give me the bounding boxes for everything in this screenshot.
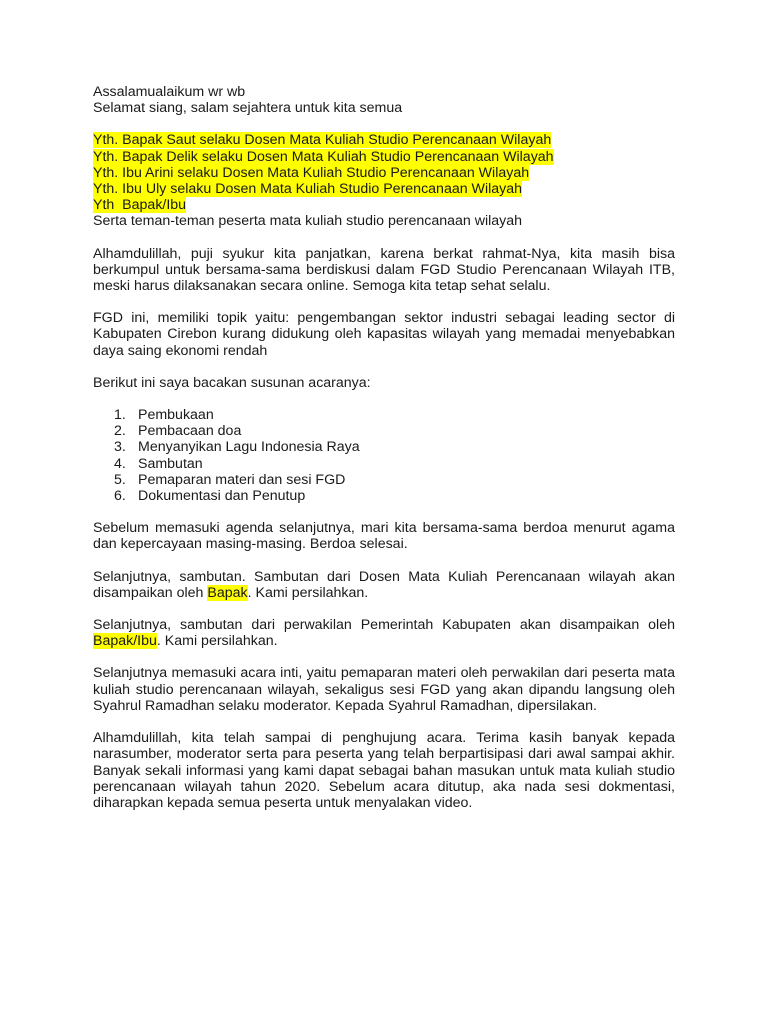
- addressee-list: [93, 132, 675, 229]
- document-page: [93, 84, 675, 827]
- agenda-item-number: 5.: [114, 471, 126, 488]
- highlighted-speaker: Bapak: [207, 584, 248, 601]
- agenda-item-number: 3.: [114, 439, 126, 456]
- greeting-line: Assalamualaikum wr wb: [93, 84, 246, 100]
- agenda-item-number: 6.: [114, 488, 126, 505]
- highlighted-addressee: Yth Bapak/Ibu: [93, 197, 187, 214]
- addressee-line: [93, 181, 675, 197]
- agenda-intro: Berikut ini saya bacakan susunan acaranya:: [93, 374, 371, 391]
- addressee-line: [93, 197, 675, 213]
- addressee-line: [93, 149, 675, 165]
- speech-text: . Kami persilahkan.: [156, 633, 278, 650]
- greeting-line: Selamat siang, salam sejahtera untuk kita semua: [93, 100, 403, 117]
- addressee-participants: Serta teman-teman peserta mata kuliah studio perencanaan wilayah: [93, 213, 523, 230]
- highlighted-speaker: Bapak/Ibu: [93, 633, 157, 650]
- prayer-paragraph: Sebelum memasuki agenda selanjutnya, mari kita bersama-sama berdoa menurut agama dan kepercayaan masing-masing. Berdoa selesai.: [93, 520, 675, 553]
- agenda-list: [93, 407, 675, 504]
- opening-paragraph: Alhamdulillah, puji syukur kita panjatkan, karena berkat rahmat-Nya, kita masih bisa berkumpul untuk bersama-sama berdiskusi dalam FGD Studio Perencanaan Wilayah ITB, meski harus dilaksanakan secara online. Semoga kita tetap sehat selalu.: [93, 245, 675, 295]
- addressee-line: [93, 165, 675, 181]
- agenda-item: [93, 407, 675, 423]
- agenda-item-number: 2.: [114, 423, 126, 440]
- agenda-item-label: Menyanyikan Lagu Indonesia Raya: [138, 439, 360, 456]
- highlighted-addressee: Yth. Ibu Arini selaku Dosen Mata Kuliah Studio Perencanaan Wilayah: [93, 164, 530, 181]
- agenda-item: [93, 456, 675, 472]
- speech-paragraph-lecturer: [93, 569, 675, 601]
- agenda-item-number: 1.: [114, 407, 126, 424]
- speech-paragraph-government: [93, 617, 675, 649]
- agenda-item-label: Sambutan: [138, 455, 203, 472]
- agenda-item: [93, 488, 675, 504]
- highlighted-addressee: Yth. Bapak Delik selaku Dosen Mata Kuliah Studio Perencanaan Wilayah: [93, 148, 554, 165]
- greeting: [93, 84, 675, 116]
- agenda-item: [93, 439, 675, 455]
- speech-text: . Kami persilahkan.: [247, 584, 369, 601]
- speech-text: Selanjutnya, sambutan dari perwakilan Pemerintah Kabupaten akan disampaikan oleh: [93, 617, 675, 634]
- agenda-item-label: Pembukaan: [138, 407, 214, 424]
- agenda-item: [93, 472, 675, 488]
- agenda-item-number: 4.: [114, 455, 126, 472]
- agenda-item-label: Dokumentasi dan Penutup: [138, 488, 306, 505]
- addressee-line: [93, 132, 675, 148]
- highlighted-addressee: Yth. Ibu Uly selaku Dosen Mata Kuliah Studio Perencanaan Wilayah: [93, 181, 523, 198]
- agenda-item-label: Pembacaan doa: [138, 423, 242, 440]
- highlighted-addressee: Yth. Bapak Saut selaku Dosen Mata Kuliah Studio Perencanaan Wilayah: [93, 132, 552, 149]
- agenda-item-label: Pemaparan materi dan sesi FGD: [138, 471, 346, 488]
- agenda-item: [93, 423, 675, 439]
- topic-paragraph: FGD ini, memiliki topik yaitu: pengembangan sektor industri sebagai leading sector di Kabupaten Cirebon kurang didukung oleh kapasitas wilayah yang memadai menyebabkan daya saing ekonomi rendah: [93, 310, 675, 359]
- speech-text: Selanjutnya, sambutan. Sambutan dari Dosen Mata Kuliah Perencanaan wilayah akan disampaikan oleh: [93, 568, 675, 601]
- main-event-paragraph: Selanjutnya memasuki acara inti, yaitu pemaparan materi oleh perwakilan dari peserta mata kuliah studio perencanaan wilayah, sekaligus sesi FGD yang akan dipandu langsung oleh Syahrul Ramadhan selaku moderator. Kepada Syahrul Ramadhan, dipersilakan.: [93, 665, 675, 714]
- closing-paragraph: Alhamdulillah, kita telah sampai di penghujung acara. Terima kasih banyak kepada narasumber, moderator serta para peserta yang telah berpartisipasi dari awal sampai akhir. Banyak sekali informasi yang kami dapat sebagai bahan masukan untuk mata kuliah studio perencanaan wilayah tahun 2020. Sebelum acara ditutup, aka nada sesi dokmentasi, diharapkan kepada semua peserta untuk menyalakan video.: [93, 730, 675, 811]
